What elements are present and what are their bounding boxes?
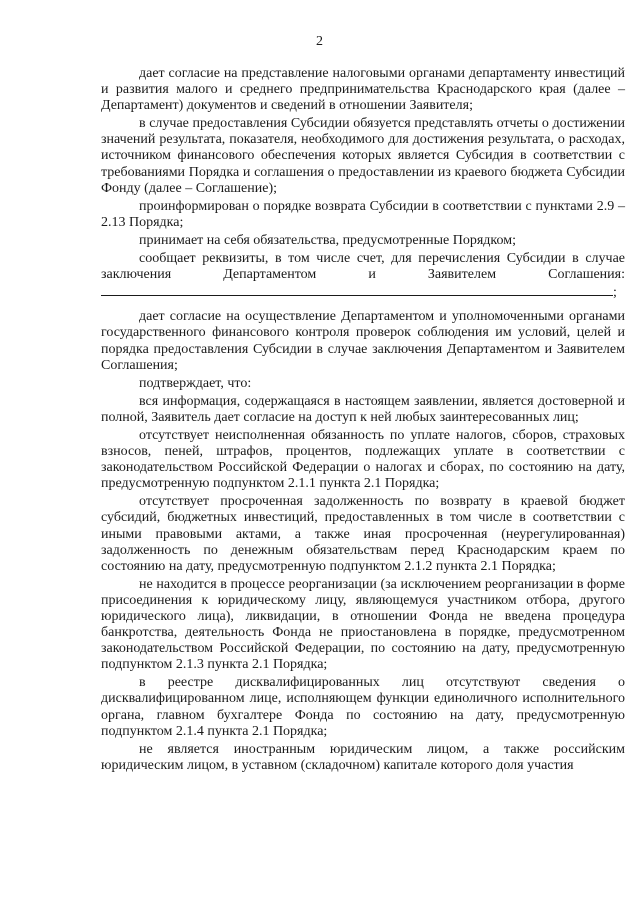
paragraph-accepts-obligations: принимает на себя обязательства, предусмотренные Порядком; <box>139 232 516 248</box>
paragraph-no-budget-debt: отсутствует просроченная задолженность по возврату в краевой бюджет субсидий, бюджетных инвестиций, предоставленных в том числе в соответствии с иными правовыми актами, а также иная просроченная (неурегулированная) задолженность по денежным обязательствам перед Краснодарским краем по состоянию на дату, предусмотренную подпунктом 2.1.2 пункта 2.1 Порядка; <box>101 494 625 574</box>
page-number: 2 <box>316 34 323 49</box>
paragraph-not-foreign-entity: не является иностранным юридическим лицом, а также российским юридическим лицом, в уставном (складочном) капитале которого доля участия <box>101 741 625 773</box>
paragraph-information-accuracy: вся информация, содержащаяся в настоящем заявлении, является достоверной и полной, Заявитель дает согласие на доступ к ней любых заинтересованных лиц; <box>101 393 625 425</box>
paragraph-refund-procedure: проинформирован о порядке возврата Субсидии в соответствии с пунктами 2.9 – 2.13 Порядка; <box>101 198 625 230</box>
blank-underline <box>101 283 613 296</box>
paragraph-reporting-obligation: в случае предоставления Субсидии обязуется представлять отчеты о достижении значений результата, показателя, необходимого для достижения результата, о расходах, источником финансового обеспечения которых является Субсидия в соответствии с требованиями Порядка и соглашения о предоставлении из краевого бюджета Субсидии Фонду (далее – Соглашение); <box>101 116 625 196</box>
bank-details-blank-line <box>101 283 625 301</box>
paragraph-tax-consent: дает согласие на представление налоговыми органами департаменту инвестиций и развития малого и среднего предпринимательства Краснодарского края (далее – Департамент) документов и сведений в отношении Заявителя; <box>101 66 625 114</box>
paragraph-bank-details: сообщает реквизиты, в том числе счет, для перечисления Субсидии в случае заключения Департаментом и Заявителем Соглашения: <box>101 251 625 283</box>
paragraph-confirms: подтверждает, что: <box>139 375 252 391</box>
paragraph-no-tax-debt: отсутствует неисполненная обязанность по уплате налогов, сборов, страховых взносов, пеней, штрафов, процентов, подлежащих уплате в соответствии с законодательством Российской Федерации о налогах и сборах, по состоянию на дату, предусмотренную подпунктом 2.1.1 пункта 2.1 Порядка; <box>101 427 625 492</box>
paragraph-inspection-consent: дает согласие на осуществление Департаментом и уполномоченными органами государственного финансового контроля проверок соблюдения им условий, целей и порядка предоставления Субсидии в случае заключения Департаментом и Заявителем Соглашения; <box>101 309 625 373</box>
blank-line-terminator: ; <box>613 285 617 301</box>
paragraph-disqualified-persons: в реестре дисквалифицированных лиц отсутствуют сведения о дисквалифицированном лице, исполняющем функции единоличного исполнительного органа, главном бухгалтере Фонда по состоянию на дату, предусмотренную подпунктом 2.1.4 пункта 2.1 Порядка; <box>101 675 625 739</box>
document-body <box>101 66 625 776</box>
paragraph-no-reorganization: не находится в процессе реорганизации (за исключением реорганизации в форме присоединения к юридическому лицу, являющемуся участником отбора, другого юридического лица), ликвидации, в отношении Фонда не введена процедура банкротства, деятельность Фонда не приостановлена в порядке, предусмотренном законодательством Российской Федерации, по состоянию на дату, предусмотренную подпунктом 2.1.3 пункта 2.1 Порядка; <box>101 576 625 673</box>
